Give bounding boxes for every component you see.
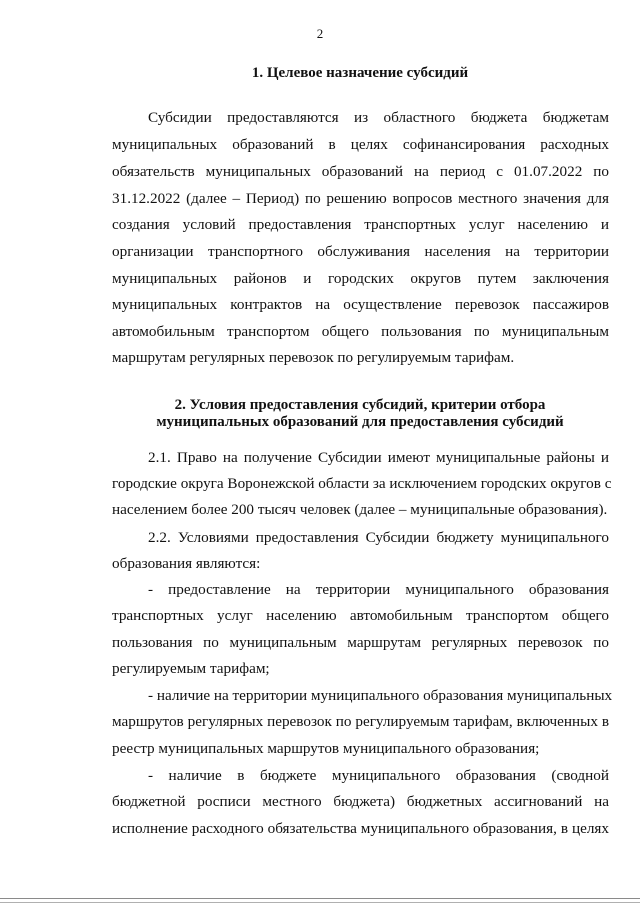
section-1-line: маршрутам регулярных перевозок по регулируемым тарифам. xyxy=(112,349,515,366)
section-1-line: Субсидии предоставляются из областного бюджета бюджетам xyxy=(148,109,609,126)
section-1-line: организации транспортного обслуживания населения на территории xyxy=(112,243,609,260)
section-2-title-line-2: муниципальных образований для предоставления субсидий xyxy=(156,414,564,430)
section-2-line: населением более 200 тысяч человек (далее – муниципальные образования). xyxy=(112,501,608,518)
section-1-line: 31.12.2022 (далее – Период) по решению вопросов местного значения для xyxy=(112,190,609,207)
section-1-line: автомобильным транспортом общего пользования по муниципальным xyxy=(112,323,609,340)
section-2-line: - наличие в бюджете муниципального образования (сводной xyxy=(148,767,609,784)
section-2-line: - предоставление на территории муниципального образования xyxy=(148,581,609,598)
section-2-line: транспортных услуг населению автомобильным транспортом общего xyxy=(112,607,609,624)
section-1-line: обязательств муниципальных образований на период с 01.07.2022 по xyxy=(112,163,609,180)
section-2-title-line-1: 2. Условия предоставления субсидий, критерии отбора xyxy=(174,397,546,413)
section-2-line: - наличие на территории муниципального образования муниципальных xyxy=(148,687,613,704)
section-2-line: бюджетной росписи местного бюджета) бюджетных ассигнований на xyxy=(112,793,609,810)
section-2-line: пользования по муниципальным маршрутам регулярных перевозок по xyxy=(112,634,609,651)
section-2-line: образования являются: xyxy=(112,555,261,572)
section-2-line: регулируемым тарифам; xyxy=(112,660,270,677)
section-2-line: 2.2. Условиями предоставления Субсидии бюджету муниципального xyxy=(148,529,609,546)
section-1-line: создания условий предоставления транспортных услуг населению и xyxy=(112,216,609,233)
scan-edge-line xyxy=(0,902,640,903)
section-1-line: муниципальных районов и городских округов путем заключения xyxy=(112,270,609,287)
section-2-line: исполнение расходного обязательства муниципального образования, в целях xyxy=(112,820,609,837)
section-1-line: муниципальных образований в целях софинансирования расходных xyxy=(112,136,609,153)
section-2-line: 2.1. Право на получение Субсидии имеют муниципальные районы и xyxy=(148,449,609,466)
section-2-line: маршрутов регулярных перевозок по регулируемым тарифам, включенных в xyxy=(112,713,609,730)
page-number: 2 xyxy=(316,26,324,41)
section-2-line: городские округа Воронежской области за исключением городских округов с xyxy=(112,475,612,492)
section-1-line: муниципальных контрактов на осуществление перевозок пассажиров xyxy=(112,296,609,313)
scan-edge-line xyxy=(0,898,640,899)
section-2-line: реестр муниципальных маршрутов муниципального образования; xyxy=(112,740,540,757)
section-1-title: 1. Целевое назначение субсидий xyxy=(251,65,469,81)
